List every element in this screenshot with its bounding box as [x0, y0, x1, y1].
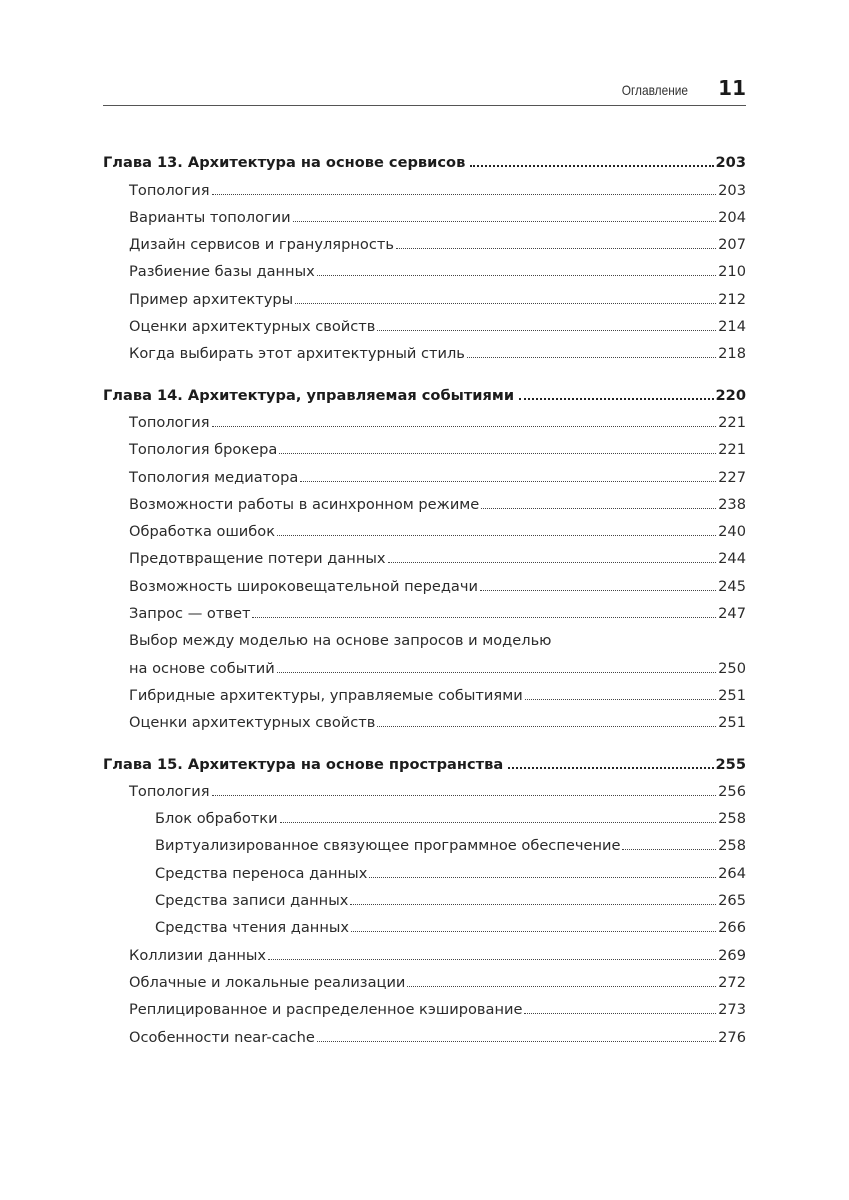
entry-title: Дизайн сервисов и гранулярность: [129, 236, 394, 254]
dot-leader: [388, 562, 717, 563]
entry-page: 266: [718, 919, 746, 937]
dot-leader: [279, 453, 716, 454]
entry-title: Оценки архитектурных свойств: [129, 714, 376, 732]
toc-entry[interactable]: [103, 704, 746, 731]
entry-page: 204: [718, 208, 746, 226]
entry-page: 245: [718, 577, 746, 595]
toc-entry[interactable]: [103, 936, 746, 963]
toc-entry[interactable]: [103, 991, 746, 1018]
chapter-page: 220: [715, 386, 746, 404]
toc-entry[interactable]: [103, 199, 746, 226]
entry-title: Запрос — ответ: [129, 605, 251, 623]
toc-entry[interactable]: [103, 1018, 746, 1045]
dot-leader: [293, 221, 716, 222]
entry-page: 273: [718, 1001, 746, 1019]
chapter-title: Глава 13. Архитектура на основе сервисов: [103, 154, 466, 172]
entry-page: 256: [718, 782, 746, 800]
toc-entry[interactable]: [103, 964, 746, 991]
chapter-title: Глава 15. Архитектура на основе пространства: [103, 755, 504, 773]
toc-entry[interactable]: [103, 513, 746, 540]
entry-title: Разбиение базы данных: [129, 263, 315, 281]
entry-page: 227: [718, 468, 746, 486]
dot-leader: [525, 699, 716, 700]
dot-leader: [300, 481, 716, 482]
toc-subentry[interactable]: [103, 854, 746, 881]
entry-page: 247: [718, 605, 746, 623]
entry-page: 218: [718, 345, 746, 363]
entry-title: Виртуализированное связующее программное обеспечение: [155, 837, 621, 855]
dot-leader: [295, 303, 716, 304]
entry-page: 221: [718, 441, 746, 459]
entry-title: Предотвращение потери данных: [129, 550, 386, 568]
dot-leader: [277, 535, 716, 536]
dot-leader: [622, 849, 716, 850]
entry-title: Средства записи данных: [155, 892, 349, 910]
entry-title: Возможности работы в асинхронном режиме: [129, 495, 480, 513]
chapter-13: [103, 144, 746, 362]
entry-page: 207: [718, 236, 746, 254]
toc-entry[interactable]: [103, 458, 746, 485]
chapter-heading[interactable]: [103, 745, 746, 772]
toc-entry-multiline[interactable]: [103, 622, 746, 677]
entry-page: 251: [718, 686, 746, 704]
entry-title: Варианты топологии: [129, 208, 291, 226]
entry-page: 258: [718, 837, 746, 855]
entry-title: Оценки архитектурных свойств: [129, 318, 376, 336]
entry-page: 251: [718, 714, 746, 732]
dot-leader: [369, 877, 716, 878]
dot-leader: [480, 590, 716, 591]
dot-leader: [377, 330, 716, 331]
toc-entry[interactable]: [103, 226, 746, 253]
entry-page: 203: [718, 181, 746, 199]
toc-subentry[interactable]: [103, 882, 746, 909]
dot-leader: [317, 275, 716, 276]
entry-page: 265: [718, 892, 746, 910]
toc-entry[interactable]: [103, 404, 746, 431]
entry-page: 276: [718, 1028, 746, 1046]
page-header: [103, 74, 746, 104]
chapter-heading[interactable]: [103, 144, 746, 171]
entry-title: Облачные и локальные реализации: [129, 973, 406, 991]
chapter-page: 255: [715, 755, 746, 773]
entry-title: Коллизии данных: [129, 946, 267, 964]
dot-leader: [524, 1013, 716, 1014]
header-rule: [103, 105, 746, 106]
toc-subentry[interactable]: [103, 827, 746, 854]
dot-leader: [470, 165, 713, 167]
dot-leader: [351, 931, 716, 932]
dot-leader: [212, 426, 717, 427]
toc-entry[interactable]: [103, 280, 746, 307]
dot-leader: [317, 1041, 716, 1042]
chapter-14: [103, 376, 746, 731]
dot-leader: [280, 822, 717, 823]
entry-title: Пример архитектуры: [129, 290, 294, 308]
chapter-heading[interactable]: [103, 376, 746, 403]
dot-leader: [277, 672, 716, 673]
toc-entry[interactable]: [103, 595, 746, 622]
chapter-title: Глава 14. Архитектура, управляемая событиями: [103, 386, 515, 404]
dot-leader: [407, 986, 716, 987]
entry-page: 240: [718, 523, 746, 541]
entry-title: Топология: [129, 181, 210, 199]
dot-leader: [377, 726, 716, 727]
entry-page: 258: [718, 810, 746, 828]
entry-title: Обработка ошибок: [129, 523, 276, 541]
dot-leader: [212, 795, 717, 796]
toc-entry[interactable]: [103, 567, 746, 594]
entry-page: 244: [718, 550, 746, 568]
toc-entry[interactable]: [103, 540, 746, 567]
toc-entry[interactable]: [103, 253, 746, 280]
dot-leader: [396, 248, 716, 249]
entry-title: Средства переноса данных: [155, 864, 368, 882]
chapter-15: [103, 745, 746, 1045]
table-of-contents: [103, 144, 746, 1060]
entry-title-line2: на основе событий: [129, 659, 275, 677]
entry-title: Особенности near-cache: [129, 1028, 315, 1046]
entry-title: Блок обработки: [155, 810, 278, 828]
entry-page: 212: [718, 290, 746, 308]
dot-leader: [252, 617, 716, 618]
toc-entry[interactable]: [103, 486, 746, 513]
toc-subentry[interactable]: [103, 800, 746, 827]
entry-page: 272: [718, 973, 746, 991]
entry-title: Средства чтения данных: [155, 919, 350, 937]
entry-title: Возможность широковещательной передачи: [129, 577, 478, 595]
toc-entry[interactable]: [103, 171, 746, 198]
dot-leader: [212, 194, 717, 195]
dot-leader: [268, 959, 716, 960]
entry-title: Топология брокера: [129, 441, 278, 459]
entry-title: Гибридные архитектуры, управляемые событиями: [129, 686, 523, 704]
entry-page: 238: [718, 495, 746, 513]
dot-leader: [350, 904, 716, 905]
entry-title: Топология медиатора: [129, 468, 299, 486]
entry-page: 214: [718, 318, 746, 336]
page-number: 11: [718, 76, 746, 100]
toc-entry[interactable]: [103, 431, 746, 458]
entry-title: Когда выбирать этот архитектурный стиль: [129, 345, 465, 363]
dot-leader: [467, 357, 716, 358]
entry-page: 264: [718, 864, 746, 882]
entry-title: Реплицированное и распределенное кэширование: [129, 1001, 523, 1019]
chapter-page: 203: [715, 154, 746, 172]
toc-entry[interactable]: [103, 773, 746, 800]
entry-page: 221: [718, 413, 746, 431]
entry-page: 269: [718, 946, 746, 964]
entry-page: 210: [718, 263, 746, 281]
dot-leader: [508, 767, 713, 769]
dot-leader: [481, 508, 716, 509]
entry-title: Топология: [129, 413, 210, 431]
dot-leader: [519, 398, 713, 400]
toc-entry[interactable]: [103, 677, 746, 704]
toc-entry[interactable]: [103, 335, 746, 362]
entry-page: 250: [718, 659, 746, 677]
toc-subentry[interactable]: [103, 909, 746, 936]
entry-title: Топология: [129, 782, 210, 800]
running-title: Оглавление: [621, 82, 688, 98]
entry-title-line1: Выбор между моделью на основе запросов и моделью: [129, 632, 552, 650]
toc-entry[interactable]: [103, 308, 746, 335]
